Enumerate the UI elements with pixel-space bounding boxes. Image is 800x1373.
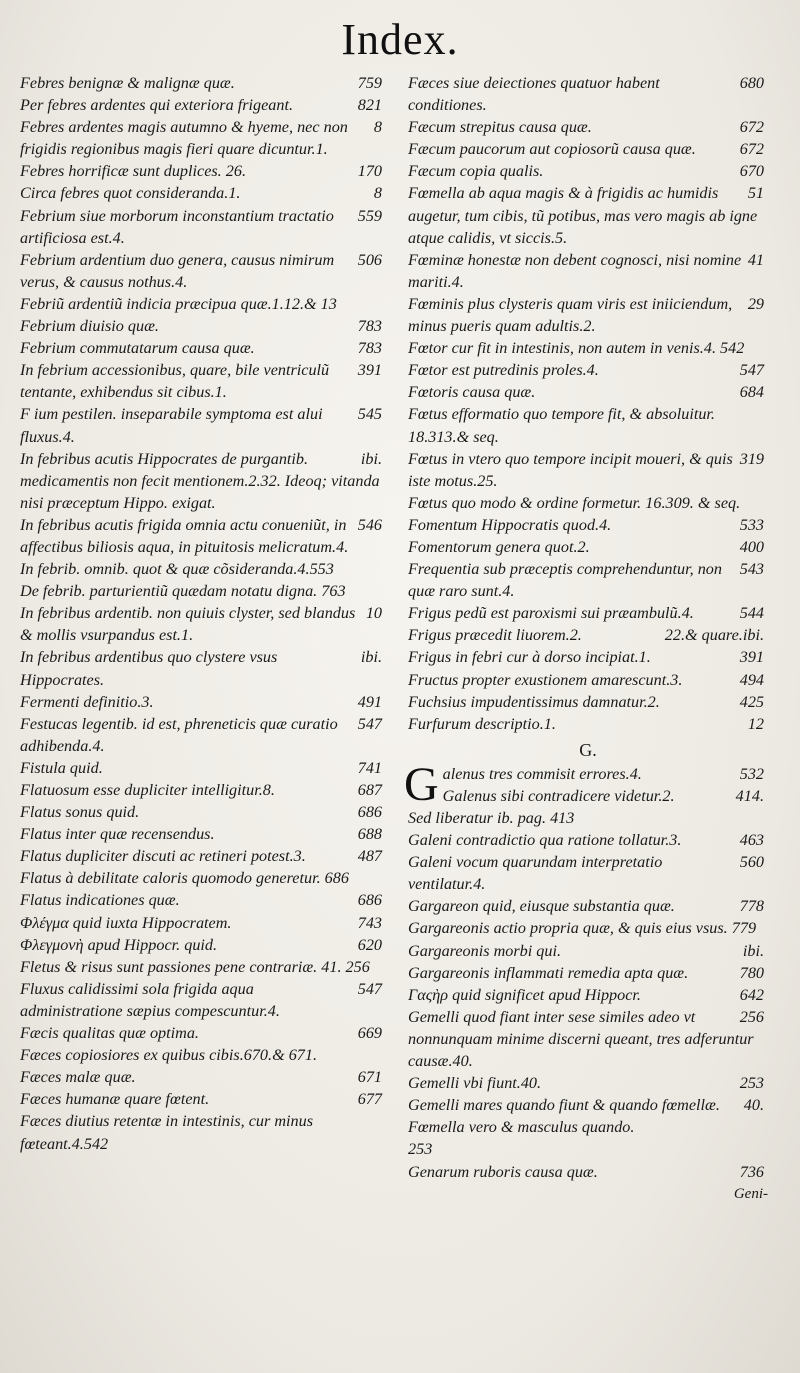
page-reference: 672 <box>739 140 764 159</box>
entry-text: In febribus acutis frigida omnia actu conueniũt, in affectibus biliosis aqua, in pituitosis melicratum.4. <box>20 515 349 556</box>
index-entry <box>20 315 386 337</box>
entry-text: Febriũ ardentiũ indicia præcipua quæ.1.12.& 13 <box>20 294 337 313</box>
index-entry <box>408 403 768 447</box>
index-entry <box>408 1094 768 1138</box>
entry-text: Fructus propter exustionem amarescunt.3. <box>408 670 683 689</box>
index-entry <box>408 807 768 829</box>
page-reference: 12 <box>747 714 764 733</box>
page-reference: 680 <box>739 74 764 92</box>
entry-text: Fœtor cur fit in intestinis, non autem in venis.4. 542 <box>408 339 745 358</box>
page-reference: 686 <box>357 891 382 910</box>
page-reference: 494 <box>739 670 764 689</box>
page-reference: 51 <box>747 184 764 203</box>
page-reference: ibi. <box>742 941 764 960</box>
index-entry <box>20 889 386 911</box>
index-entry <box>20 94 386 116</box>
entry-text: Furfurum descriptio.1. <box>408 714 556 733</box>
index-entry <box>408 646 768 668</box>
index-entry <box>408 917 768 939</box>
page-reference: 10 <box>365 604 382 623</box>
page-reference: 559 <box>357 206 382 225</box>
index-entry <box>20 956 386 978</box>
page-reference: 686 <box>357 803 382 822</box>
page-reference: 545 <box>357 405 382 424</box>
index-entry <box>408 984 768 1006</box>
page-reference: 778 <box>739 897 764 916</box>
index-entry <box>20 448 386 514</box>
entry-text: Fæcum copia qualis. <box>408 162 544 181</box>
index-entry <box>408 558 768 602</box>
entry-text: Flatus sonus quid. <box>20 803 140 822</box>
letter-heading: G. <box>579 739 597 760</box>
entry-text: Gargareon quid, eiusque substantia quæ. <box>408 897 675 916</box>
entry-text: Fœtor est putredinis proles.4. <box>408 361 599 380</box>
page-reference: ibi. <box>360 648 382 667</box>
page-reference: 463 <box>739 831 764 850</box>
entry-text: Flatuosum esse dupliciter intelligitur.8. <box>20 781 275 799</box>
page-reference: 736 <box>739 1162 764 1181</box>
entry-text: Frigus in febri cur à dorso incipiat.1. <box>408 648 651 667</box>
index-entry <box>408 72 768 116</box>
entry-text: Galeni vocum quarundam interpretatio ventilatur.4. <box>408 853 663 894</box>
index-entry <box>408 785 768 807</box>
index-entry <box>20 912 386 934</box>
entry-text: Fœminæ honestæ non debent cognosci, nisi nomine mariti.4. <box>408 250 742 291</box>
page-reference: 684 <box>739 383 764 402</box>
index-entry <box>20 1066 386 1088</box>
index-entry <box>20 558 386 580</box>
entry-text: Febrium commutatarum causa quæ. <box>20 339 255 358</box>
entry-text: Fæces humanæ quare fœtent. <box>20 1090 210 1109</box>
index-entry <box>20 779 386 801</box>
page-reference: 41 <box>747 250 764 269</box>
page-reference: 491 <box>357 692 382 711</box>
index-entry <box>408 359 768 381</box>
index-entry <box>408 138 768 160</box>
index-entry <box>20 72 386 94</box>
index-entry <box>408 337 768 359</box>
index-entry <box>408 691 768 713</box>
index-entry <box>20 801 386 823</box>
index-entry <box>408 492 768 514</box>
index-entry <box>20 757 386 779</box>
page-reference: 677 <box>357 1090 382 1109</box>
entry-text: Fœmella ab aqua magis & à frigidis ac humidis augetur, tum cibis, tũ potibus, mas vero magis ab igne atque calidis, vt siccis.5. <box>408 184 758 247</box>
entry-text: Genarum ruboris causa quæ. <box>408 1162 598 1181</box>
entry-text: In febribus ardentibus quo clystere vsus Hippocrates. <box>20 648 278 689</box>
entry-text: 253 <box>408 1140 433 1159</box>
entry-text: Fomentum Hippocratis quod.4. <box>408 515 612 534</box>
page-reference: 669 <box>357 1024 382 1043</box>
entry-text: Flatus à debilitate caloris quomodo generetur. 686 <box>20 869 349 888</box>
entry-text: Fœminis plus clysteris quam viris est iniiciendum, minus pueris quam adultis.2. <box>408 294 733 336</box>
page-reference: 783 <box>357 317 382 336</box>
entry-text: Fæces copiosiores ex quibus cibis.670.& 671. <box>20 1046 318 1065</box>
index-entry <box>408 1138 768 1160</box>
entry-text: Fœtus quo modo & ordine formetur. 16.309. & seq. <box>408 493 741 512</box>
entry-text: Febres ardentes magis autumno & hyeme, nec non frigidis regionibus magis fieri quare dicuntur.1. <box>20 118 348 159</box>
index-entry <box>408 116 768 138</box>
page-reference: 256 <box>739 1007 764 1026</box>
entry-text: Φλεγμονὴ apud Hippocr. quid. <box>20 935 218 954</box>
index-entry <box>408 1072 768 1094</box>
index-entry <box>408 962 768 984</box>
index-entry <box>408 1161 768 1183</box>
index-entry <box>408 448 768 492</box>
index-entry <box>20 403 386 447</box>
entry-text: Fœtus in vtero quo tempore incipit moueri, & quis iste motus.25. <box>408 449 733 490</box>
page-reference: 687 <box>357 781 382 799</box>
entry-text: Fluxus calidissimi sola frigida aqua administratione sæpius compescuntur.4. <box>20 979 280 1020</box>
index-entry <box>408 763 768 785</box>
page-reference: 672 <box>739 118 764 137</box>
page-reference: 8 <box>373 184 382 203</box>
entry-text: Febrium diuisio quæ. <box>20 317 159 336</box>
entry-text: Fletus & risus sunt passiones pene contrariæ. 41. 256 <box>20 957 370 976</box>
page-reference: 487 <box>357 847 382 866</box>
page-reference: 783 <box>357 339 382 358</box>
entry-text: Galeni contradictio qua ratione tollatur.3. <box>408 831 682 850</box>
index-entry <box>408 602 768 624</box>
page-reference: 547 <box>357 979 382 998</box>
index-entry <box>408 160 768 182</box>
page-reference: 546 <box>357 515 382 534</box>
index-entry <box>20 249 386 293</box>
index-entry <box>20 691 386 713</box>
page-reference: 170 <box>357 162 382 181</box>
page-reference: ibi. <box>360 449 382 468</box>
entry-text: Fæcum paucorum aut copiosorũ causa quæ. <box>408 140 696 159</box>
index-entry <box>20 1110 386 1154</box>
index-entry <box>408 851 768 895</box>
index-entry <box>20 160 386 182</box>
index-entry <box>20 1022 386 1044</box>
index-entry <box>20 713 386 757</box>
index-entry <box>20 978 386 1022</box>
page-reference: 821 <box>357 96 382 115</box>
entry-text: Fuchsius impudentissimus damnatur.2. <box>408 692 660 711</box>
page-reference: 688 <box>357 825 382 844</box>
index-entry <box>20 293 386 315</box>
index-entry <box>20 359 386 403</box>
page-reference: 391 <box>357 361 382 380</box>
index-column-left <box>20 72 386 1155</box>
entry-text: Gemelli vbi fiunt.40. <box>408 1074 542 1093</box>
entry-text: Φλέγμα quid iuxta Hippocratem. <box>20 913 232 932</box>
entry-text: Gemelli quod fiant inter sese similes adeo vt nonnunquam minime discerni queant, tres adferuntur causæ.40. <box>408 1007 754 1071</box>
entry-text: Febrium ardentium duo genera, causus nimirum verus, & causus nothus.4. <box>20 250 335 291</box>
entry-text: Febres benignæ & malignæ quæ. <box>20 74 235 92</box>
entry-text: Fistula quid. <box>20 758 103 777</box>
page-reference: 22.& quare.ibi. <box>664 626 764 645</box>
entry-text: Fermenti definitio.3. <box>20 692 154 711</box>
entry-text: Frequentia sub præceptis comprehenduntur, non quæ raro sunt.4. <box>408 560 722 601</box>
index-entry <box>408 1006 768 1072</box>
entry-text: Fæces diutius retentæ in intestinis, cur minus fœteant.4.542 <box>20 1112 314 1153</box>
entry-text: Gargareonis actio propria quæ, & quis eius vsus. 779 <box>408 919 757 938</box>
dropcap-letter: G <box>404 757 439 811</box>
entry-text: Flatus inter quæ recensendus. <box>20 825 215 844</box>
entry-text: In febrium accessionibus, quare, bile ventriculũ tentante, exhibendus sit cibus.1. <box>20 361 330 402</box>
index-entry <box>20 1088 386 1110</box>
entry-text: Galenus sibi contradicere videtur.2. <box>442 786 675 805</box>
page-reference: 506 <box>357 250 382 269</box>
entry-text: Frigus pedũ est paroxismi sui præambulũ.4. <box>408 604 694 623</box>
index-column-right <box>404 72 768 1205</box>
index-entry <box>408 514 768 536</box>
index-entry <box>20 182 386 204</box>
index-entry <box>20 646 386 690</box>
dropcap-section <box>404 757 768 1183</box>
entry-text: Flatus indicationes quæ. <box>20 891 180 910</box>
page-reference: 560 <box>739 853 764 872</box>
page-reference: 414. <box>735 786 764 805</box>
index-entry <box>408 249 768 293</box>
index-entry <box>20 1044 386 1066</box>
page-reference: 780 <box>739 963 764 982</box>
index-entry <box>408 182 768 248</box>
index-entry <box>408 381 768 403</box>
entry-text: Circa febres quot consideranda.1. <box>20 184 241 203</box>
page-reference: 759 <box>357 74 382 92</box>
entry-text: Gargareonis morbi qui. <box>408 941 562 960</box>
entry-text: In febribus ardentib. non quiuis clyster, sed blandus & mollis vsurpandus est.1. <box>20 604 356 645</box>
index-entry <box>408 940 768 962</box>
index-entry <box>20 934 386 956</box>
index-entry <box>408 829 768 851</box>
entry-text: Febrium siue morborum inconstantium tractatio artificiosa est.4. <box>20 206 334 247</box>
page-reference: 391 <box>739 648 764 667</box>
index-entry <box>20 205 386 249</box>
page-reference: 620 <box>357 935 382 954</box>
page-reference: 29 <box>747 294 764 313</box>
entry-text: Fœtoris causa quæ. <box>408 383 536 402</box>
entry-text: Fomentorum genera quot.2. <box>408 537 590 556</box>
entry-text: Febres horrificæ sunt duplices. 26. <box>20 162 247 181</box>
page-reference: 543 <box>739 560 764 579</box>
page-reference: 743 <box>357 913 382 932</box>
page-reference: 547 <box>357 714 382 733</box>
page-reference: 40. <box>743 1096 764 1115</box>
index-entry <box>20 602 386 646</box>
index-entry <box>408 895 768 917</box>
page-reference: 670 <box>739 162 764 181</box>
entry-text: Flatus dupliciter discuti ac retineri potest.3. <box>20 847 306 866</box>
page-reference: 532 <box>739 764 764 783</box>
entry-text: F ium pestilen. inseparabile symptoma est alui fluxus.4. <box>20 405 323 446</box>
page-reference: 319 <box>739 449 764 468</box>
entry-text: Fæcis qualitas quæ optima. <box>20 1024 199 1043</box>
page-reference: 741 <box>357 758 382 777</box>
page-reference: 533 <box>739 515 764 534</box>
index-entry <box>408 293 768 337</box>
entry-text: In febribus acutis Hippocrates de purgantib. medicamentis non fecit mentionem.2.32. Ideoq; vitanda nisi præceptum Hippo. exigat. <box>20 449 380 512</box>
entry-text: Frigus præcedit liuorem.2. <box>408 626 582 645</box>
entry-text: alenus tres commisit errores.4. <box>442 764 642 783</box>
page-reference: 8 <box>373 118 382 137</box>
index-entry <box>20 867 386 889</box>
entry-text: Γαςὴρ quid significet apud Hippocr. <box>408 985 641 1004</box>
index-entry <box>20 580 386 602</box>
entry-text: Gargareonis inflammati remedia apta quæ. <box>408 963 689 982</box>
index-entry <box>20 845 386 867</box>
page-reference: 425 <box>739 692 764 711</box>
entry-text: Fæces malæ quæ. <box>20 1068 136 1087</box>
index-entry <box>20 337 386 359</box>
catchword: Geni- <box>733 1185 768 1202</box>
index-entry <box>408 713 768 735</box>
index-entry <box>408 624 768 646</box>
index-entry <box>20 514 386 558</box>
index-entry <box>408 669 768 691</box>
page-reference: 544 <box>739 604 764 623</box>
entry-text: Sed liberatur ib. pag. 413 <box>408 809 575 827</box>
page-reference: 253 <box>739 1074 764 1093</box>
index-entry <box>408 536 768 558</box>
entry-text: De febrib. parturientiũ quædam notatu digna. 763 <box>20 582 346 601</box>
entry-text: Fæces siue deiectiones quatuor habent conditiones. <box>408 74 660 115</box>
entry-text: Fæcum strepitus causa quæ. <box>408 118 592 137</box>
page-reference: 400 <box>739 537 764 556</box>
index-entry <box>20 823 386 845</box>
page-reference: 642 <box>739 985 764 1004</box>
page-reference: 547 <box>739 361 764 380</box>
page-title: Index. <box>341 15 459 64</box>
entry-text: In febrib. omnib. quot & quæ cõsideranda.4.553 <box>20 560 334 579</box>
entry-text: Festucas legentib. id est, phreneticis quæ curatio adhibenda.4. <box>20 714 338 755</box>
entry-text: Gemelli mares quando fiunt & quando fœmellæ. Fœmella vero & masculus quando. <box>408 1096 720 1137</box>
entry-text: Fœtus efformatio quo tempore fit, & absoluitur. 18.313.& seq. <box>408 405 715 446</box>
entry-text: Per febres ardentes qui exteriora frigeant. <box>20 96 294 115</box>
page-reference: 671 <box>357 1068 382 1087</box>
index-entry <box>20 116 386 160</box>
